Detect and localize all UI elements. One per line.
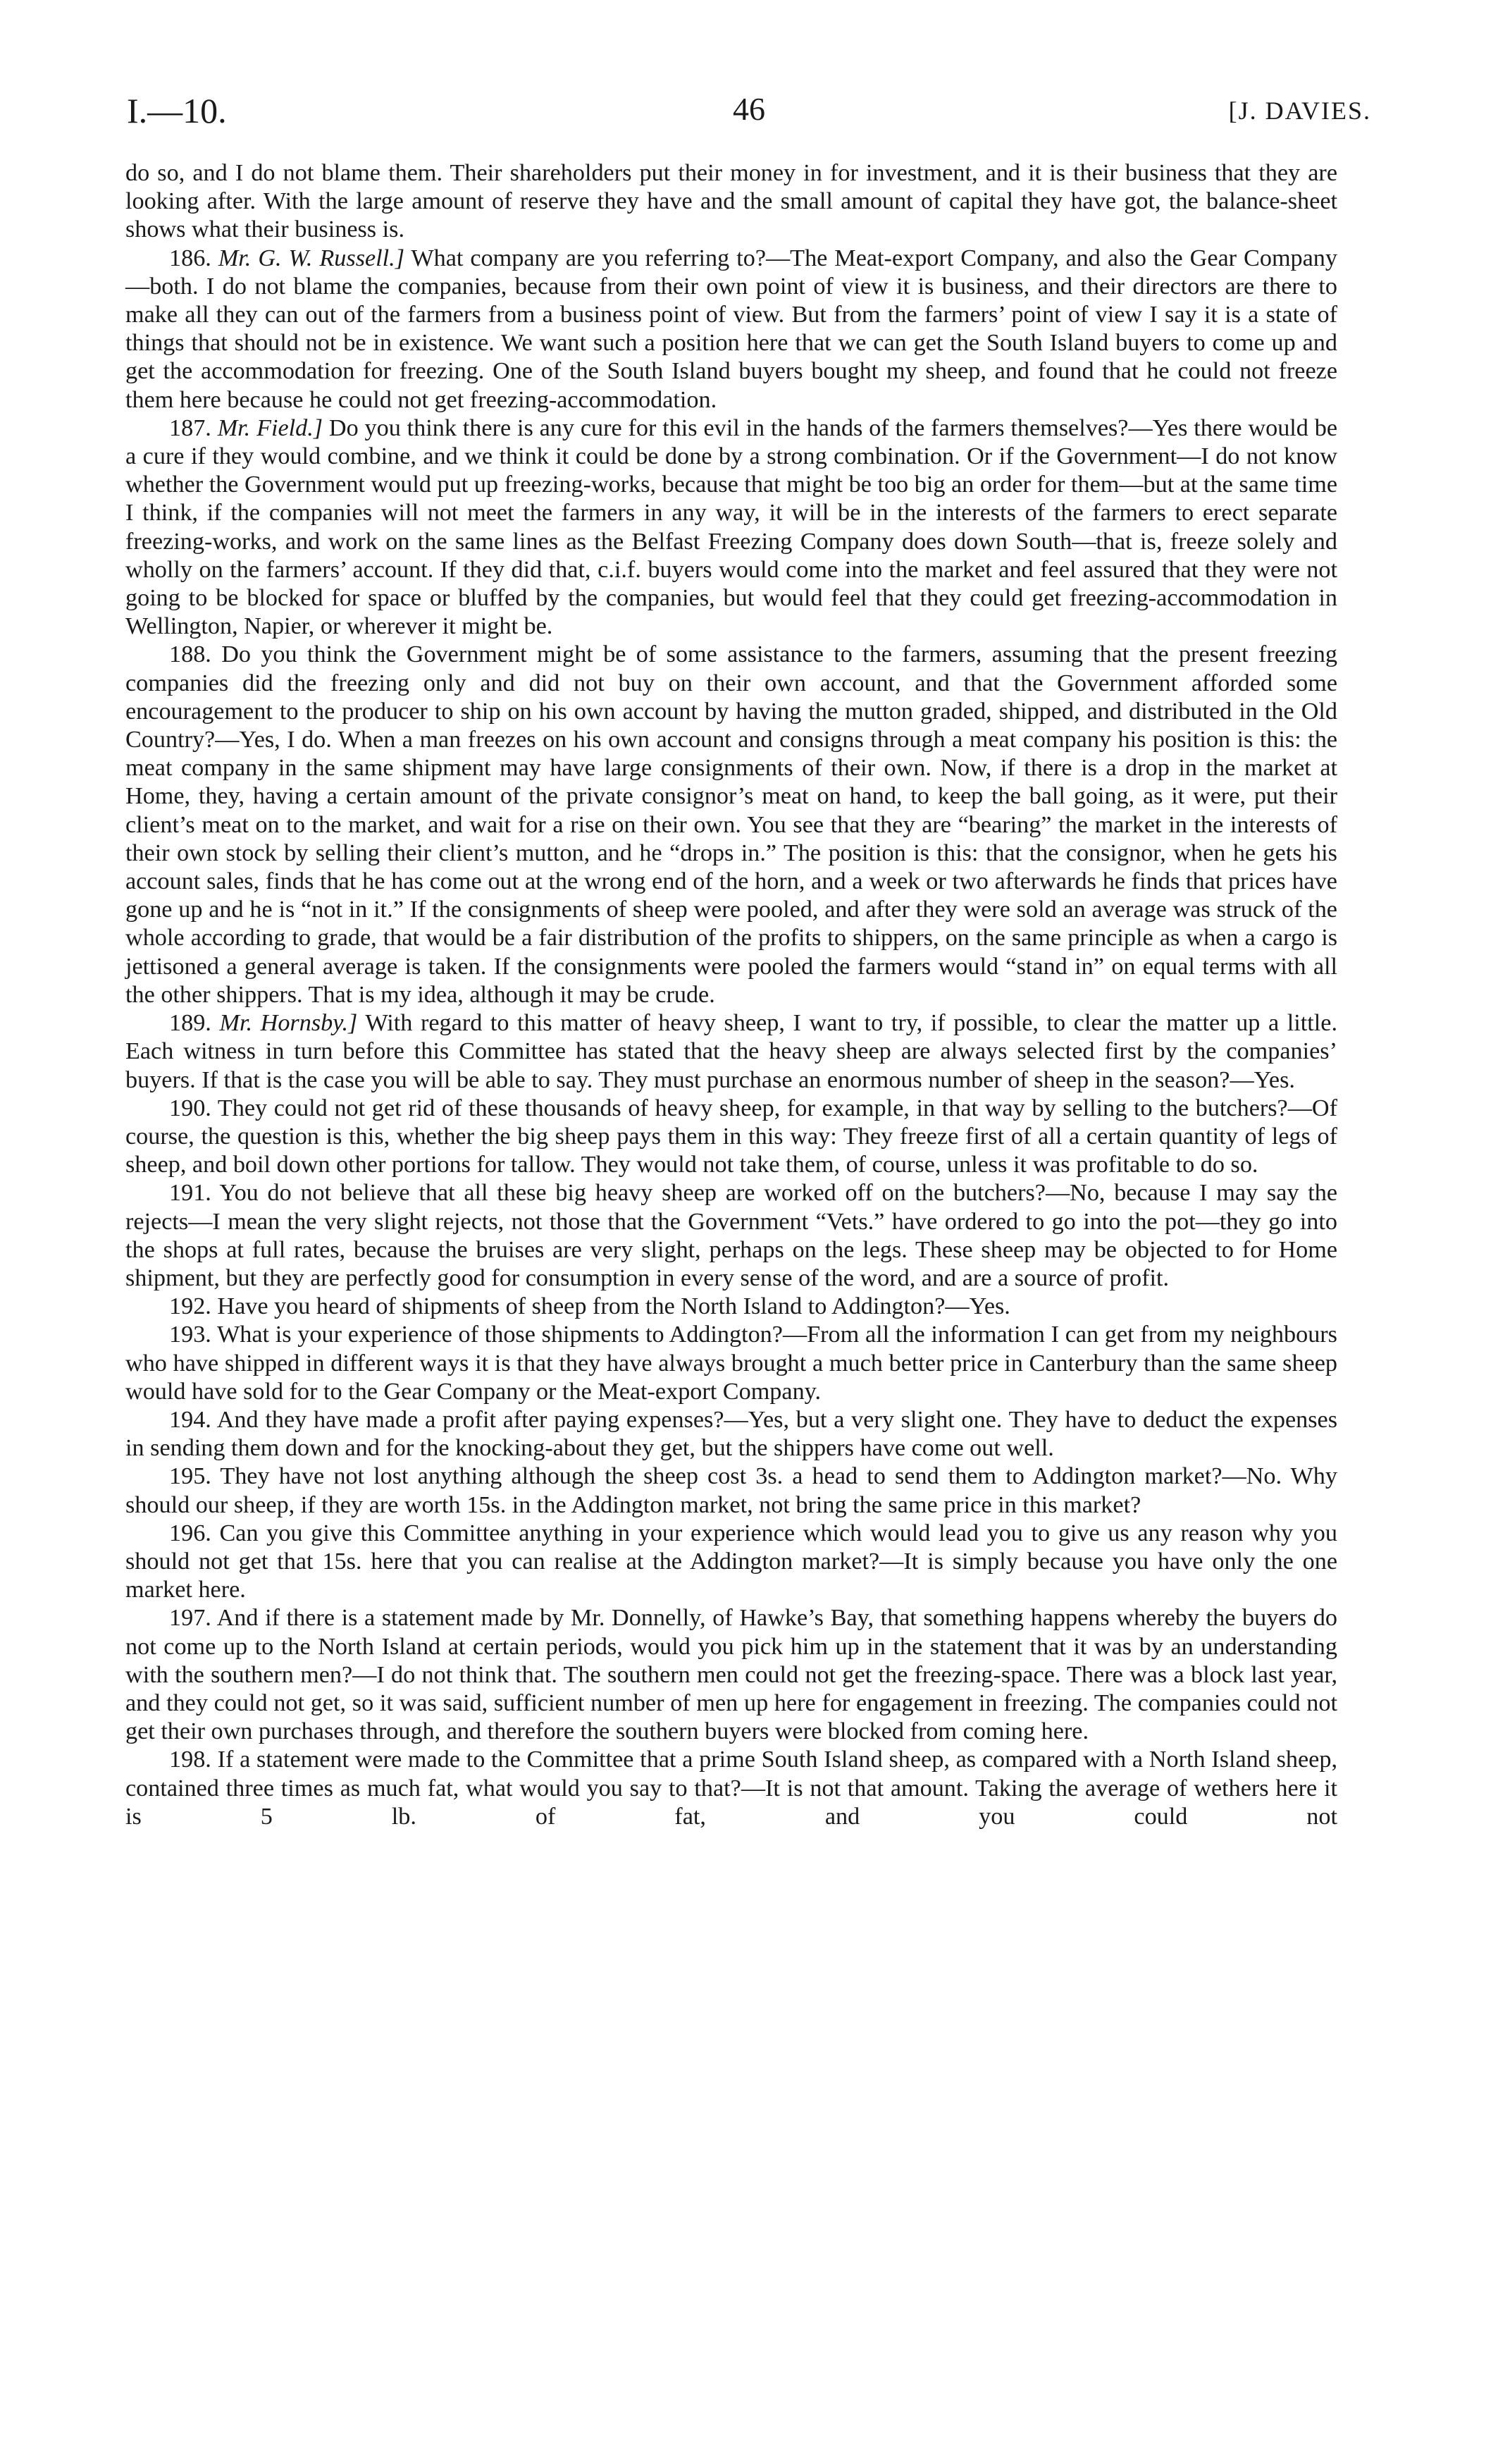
paper-reference: I.—10. xyxy=(127,91,227,130)
speaker: Mr. G. W. Russell.] xyxy=(218,245,405,271)
paragraph: 198. If a statement were made to the Committee that a prime South Island sheep, as compared with a North Island sheep, contained three times as much fat, what would you say to that?—It is not that amount. Taking the average of wethers here it is 5 lb. of fat, and you could not xyxy=(125,1747,1337,1830)
paragraph: 193. What is your experience of those shipments to Addington?—From all the information I can get from my neighbours who have shipped in different ways it is that they have always brought a much better price in Canterbury than the same sheep would have sold for to the Gear Company or the Meat-export Company. xyxy=(125,1322,1337,1405)
paragraph: do so, and I do not blame them. Their shareholders put their money in for investment, and it is their business that they are looking after. With the large amount of reserve they have and the small amount of capital they have got, the balance-sheet shows what their business is. xyxy=(125,160,1337,243)
question-number: 192. xyxy=(169,1293,211,1320)
paragraph: 195. They have not lost anything although the sheep cost 3s. a head to send them to Addington market?—No. Why should our sheep, if they are worth 15s. in the Addington market, not bring the same price in this market? xyxy=(125,1463,1337,1518)
paragraph: 196. Can you give this Committee anything in your experience which would lead you to give us any reason why you should not get that 15s. here that you can realise at the Addington market?—It is simply because you have only the one market here. xyxy=(125,1520,1337,1603)
speaker: Mr. Hornsby.] xyxy=(219,1010,358,1037)
paragraph: 197. And if there is a statement made by Mr. Donnelly, of Hawke’s Bay, that something happens whereby the buyers do not come up to the North Island at certain periods, would you pick him up in the statement that it was by an understanding with the southern men?—I do not think that. The southern men could not get the freezing-space. There was a block last year, and they could not get, so it was said, sufficient number of men up here for engagement in freezing. The companies could not get their own purchases through, and therefore the southern buyers were blocked from coming here. xyxy=(125,1605,1337,1745)
question-number: 194. xyxy=(169,1406,211,1433)
question-number: 195. xyxy=(169,1463,211,1490)
page-body xyxy=(125,159,1337,1831)
question-number: 197. xyxy=(169,1605,211,1632)
paragraph: 190. They could not get rid of these thousands of heavy sheep, for example, in that way by selling to the butchers?—Of course, the question is this, whether the big sheep pays them in this way: They freeze first of all a certain quantity of legs of sheep, and boil down other portions for tallow. They would not take them, of course, unless it was profitable to do so. xyxy=(125,1095,1337,1178)
paragraph: 191. You do not believe that all these big heavy sheep are worked off on the butchers?—No, because I may say the rejects—I mean the very slight rejects, not those that the Government “Vets.” have ordered to go into the pot—they go into the shops at full rates, because the bruises are very slight, perhaps on the legs. These sheep may be objected to for Home shipment, but they are perfectly good for consumption in every sense of the word, and are a source of profit. xyxy=(125,1180,1337,1291)
paragraph: 189. Mr. Hornsby.] With regard to this matter of heavy sheep, I want to try, if possible, to clear the matter up a little. Each witness in turn before this Committee has stated that the heavy sheep are always selected first by the companies’ buyers. If that is the case you will be able to say. They must purchase an enormous number of sheep in the season?—Yes. xyxy=(125,1010,1337,1093)
paragraph: 186. Mr. G. W. Russell.] What company are you referring to?—The Meat-export Company, and also the Gear Company—both. I do not blame the companies, because from their own point of view it is business, and their directors are there to make all they can out of the farmers from a business point of view. But from the farmers’ point of view I say it is a state of things that should not be in existence. We want such a position here that we can get the South Island buyers to come up and get the accommodation for freezing. One of the South Island buyers bought my sheep, and found that he could not freeze them here because he could not get freezing-accommodation. xyxy=(125,245,1337,413)
question-number: 191. xyxy=(169,1180,211,1207)
question-number: 189. xyxy=(169,1010,211,1037)
question-number: 187. xyxy=(169,414,211,441)
paragraph: 187. Mr. Field.] Do you think there is any cure for this evil in the hands of the farmers themselves?—Yes there would be a cure if they would combine, and we think it could be done by a strong combination. Or if the Government—I do not know whether the Government would put up freezing-works, because that might be too big an order for them—but at the same time I think, if the companies will not meet the farmers in any way, it will be in the interests of the farmers to erect separate freezing-works, and work on the same lines as the Belfast Freezing Company does down South—that is, freeze solely and wholly on the farmers’ account. If they did that, c.i.f. buyers would come into the market and feel assured that they were not going to be blocked for space or bluffed by the companies, but would feel that they could get freezing-accommodation in Wellington, Napier, or wherever it might be. xyxy=(125,414,1337,640)
question-number: 190. xyxy=(169,1095,211,1121)
question-number: 193. xyxy=(169,1322,211,1348)
witness-name: [J. DAVIES. xyxy=(1228,97,1371,125)
question-number: 198. xyxy=(169,1747,211,1773)
page-header xyxy=(127,90,1371,133)
paragraph: 188. Do you think the Government might be of some assistance to the farmers, assuming that the present freezing companies did the freezing only and did not buy on their own account, and that the Government afforded some encouragement to the producer to ship on his own account by having the mutton graded, shipped, and distributed in the Old Country?—Yes, I do. When a man freezes on his own account and consigns through a meat company his position is this: the meat company in the same shipment may have large consignments of their own. Now, if there is a drop in the market at Home, they, having a certain amount of the private consignor’s meat on hand, to keep the ball going, as it were, put their client’s meat on to the market, and wait for a rise on their own. You see that they are “bearing” the market in the interests of their own stock by selling their client’s mutton, and he “drops in.” The position is this: that the consignor, when he gets his account sales, finds that he has come out at the wrong end of the horn, and a week or two afterwards he finds that prices have gone up and he is “not in it.” If the consignments of sheep were pooled, and after they were sold an average was struck of the whole according to grade, that would be a fair distribution of the profits to shippers, on the same principle as when a cargo is jettisoned a general average is taken. If the consignments were pooled the farmers would “stand in” on equal terms with all the other shippers. That is my idea, although it may be crude. xyxy=(125,641,1337,1008)
paragraph: 194. And they have made a profit after paying expenses?—Yes, but a very slight one. They have to deduct the expenses in sending them down and for the knocking-about they get, but the shippers have come out well. xyxy=(125,1406,1337,1462)
question-number: 196. xyxy=(169,1520,211,1546)
speaker: Mr. Field.] xyxy=(217,414,323,441)
question-number: 188. xyxy=(169,641,211,668)
question-number: 186. xyxy=(169,245,211,271)
page-number: 46 xyxy=(733,91,765,127)
paragraph: 192. Have you heard of shipments of sheep from the North Island to Addington?—Yes. xyxy=(169,1293,1010,1320)
